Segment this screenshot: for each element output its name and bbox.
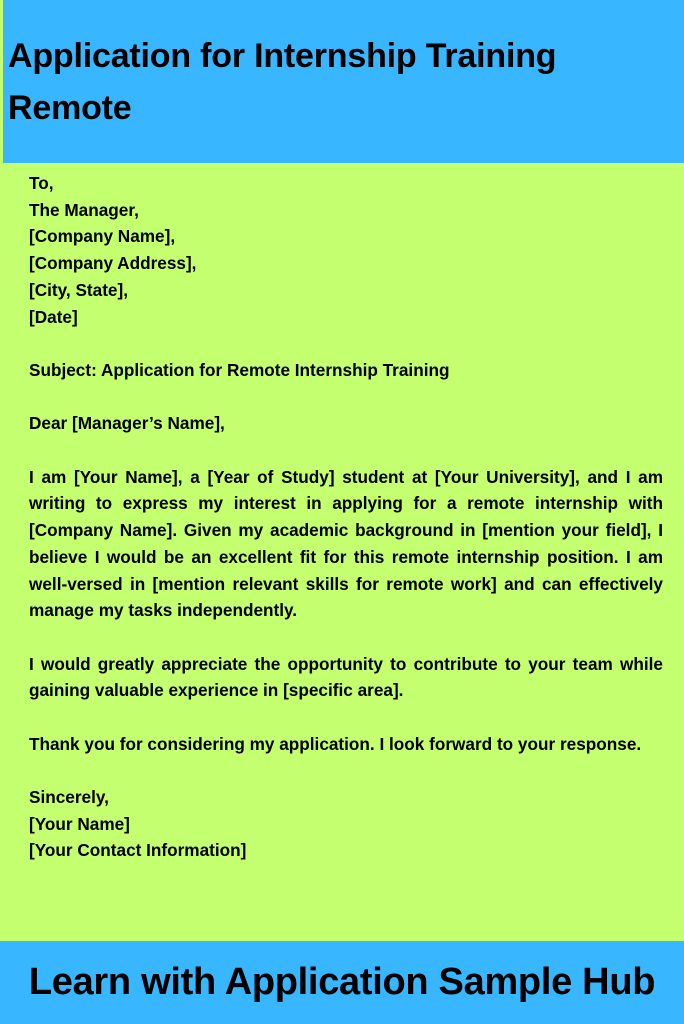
title-line-2: Remote: [8, 89, 132, 127]
recipient-address: [29, 170, 663, 330]
body-paragraph-2: I would greatly appreciate the opportunity to contribute to your team while gaining valuable experience in [specific area].: [29, 653, 663, 701]
title-line-1: Application for Internship Training: [8, 37, 557, 75]
letter-body: [29, 170, 663, 891]
address-line: [Company Name],: [29, 226, 176, 247]
page-title: [8, 30, 680, 134]
address-line: [Company Address],: [29, 253, 197, 274]
address-line: [City, State],: [29, 279, 128, 300]
footer-banner: [0, 941, 684, 1024]
salutation: Dear [Manager’s Name],: [29, 413, 225, 434]
subject-line: Subject: Application for Remote Internship Training: [29, 359, 450, 380]
closing-line: Sincerely,: [29, 787, 109, 808]
closing-line: [Your Contact Information]: [29, 840, 247, 861]
title-banner: [3, 0, 684, 163]
body-paragraph-1: I am [Your Name], a [Year of Study] student at [Your University], and I am writing to express my interest in applying for a remote internship with [Company Name]. Given my academic background in [mention your field], I believe I would be an excellent fit for this remote internship position. I am well-versed in [mention relevant skills for remote work] and can effectively manage my tasks independently.: [29, 466, 663, 621]
body-paragraph-3: Thank you for considering my application. I look forward to your response.: [29, 733, 642, 754]
closing-block: [29, 784, 663, 864]
address-line: The Manager,: [29, 199, 139, 220]
closing-line: [Your Name]: [29, 813, 130, 834]
address-line: [Date]: [29, 306, 78, 327]
address-line: To,: [29, 173, 54, 193]
footer-text: Learn with Application Sample Hub: [28, 961, 656, 1003]
